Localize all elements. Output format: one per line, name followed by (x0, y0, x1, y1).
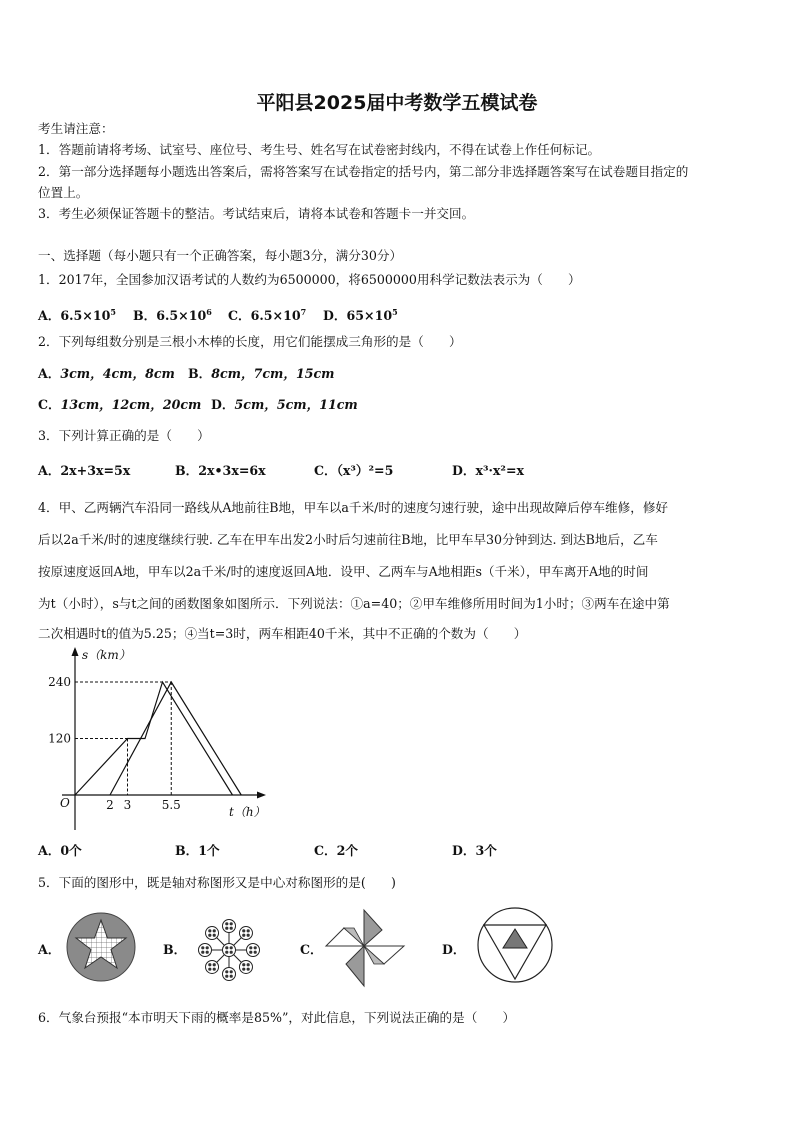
exam-title: 平阳县2025届中考数学五模试卷 (256, 92, 538, 114)
origin-label: O (60, 796, 70, 810)
q4-line-5: 二次相遇时t的值为5.25；④当t=3时，两车相距40千米，其中不正确的个数为（ ） (38, 626, 527, 641)
q4-option-b[interactable]: B．1个 (175, 843, 220, 858)
q1-option-c[interactable] (228, 304, 306, 324)
flower-petal (206, 960, 219, 973)
q1-option-b-exp: 6 (206, 307, 212, 317)
x-tick-label-3: 3 (123, 798, 132, 812)
q2-option-c-text: 13cm，12cm，20cm (60, 397, 202, 412)
q3-option-c[interactable]: C．（x³）²=5 (314, 463, 394, 478)
q2-option-b[interactable] (188, 366, 334, 382)
q2-option-a[interactable] (38, 366, 175, 382)
flower-petal (223, 944, 236, 957)
notice-item-2: 2．第一部分选择题每小题选出答案后，需将答案写在试卷指定的括号内，第二部分非选择题答案写在试卷题目指定的 (38, 164, 689, 179)
q1-option-a-base: 6.5×10 (60, 308, 111, 323)
q1-option-c-base: 6.5×10 (250, 308, 301, 323)
q2-option-d[interactable] (211, 397, 358, 413)
notice-heading: 考生请注意： (38, 121, 114, 136)
q5-option-a-label[interactable]: A． (38, 942, 61, 957)
q3-option-a[interactable]: A．2x+3x=5x (38, 463, 131, 478)
q4-line-1: 4．甲、乙两辆汽车沿同一路线从A地前往B地，甲车以a千米/时的速度匀速行驶，途中出现故障后停车维修，修好 (38, 500, 669, 515)
q1-option-a-label: A． (38, 308, 61, 323)
q6-stem: 6．气象台预报“本市明天下雨的概率是85%”，对此信息，下列说法正确的是（ ） (38, 1010, 516, 1025)
q4-option-d[interactable]: D．3个 (452, 843, 497, 858)
notice-item-2-cont: 位置上。 (38, 185, 89, 200)
q1-option-a[interactable] (38, 304, 116, 324)
y-axis-arrow-icon (72, 647, 79, 656)
flower-petal (239, 960, 252, 973)
q2-option-b-label: B． (188, 366, 212, 381)
q1-option-d-label: D． (323, 308, 347, 323)
flower-petal (199, 944, 212, 957)
x-axis-arrow-icon (257, 792, 266, 799)
q4-line-4: 为t（小时），s与t之间的函数图象如图所示．下列说法：①a=40；②甲车维修所用时间为1小时；③两车在途中第 (38, 596, 670, 611)
q3-option-b[interactable]: B．2x•3x=6x (175, 463, 266, 478)
q1-option-b-label: B． (133, 308, 157, 323)
q2-stem: 2．下列每组数分别是三根小木棒的长度，用它们能摆成三角形的是（ ） (38, 334, 462, 349)
series-line-1 (75, 682, 233, 795)
triangle-in-circle-figure (476, 905, 556, 985)
x-tick-label-5-5: 5.5 (161, 798, 181, 812)
flower-petal (247, 944, 260, 957)
q5-option-d-label[interactable]: D． (442, 942, 466, 957)
q4-option-c[interactable]: C．2个 (314, 843, 358, 858)
q3-option-d[interactable]: D．x³·x²=x (452, 463, 525, 478)
flower-petal (223, 920, 236, 933)
y-tick-label-120: 120 (48, 731, 71, 746)
q4-line-3: 按原速度返回A地，甲车以2a千米/时的速度返回A地．设甲、乙两车与A地相距s（千米），甲车离开A地的时间 (38, 564, 649, 579)
x-axis-label: t（h） (229, 805, 266, 819)
q2-option-c-label: C． (38, 397, 61, 412)
q2-option-a-label: A． (38, 366, 61, 381)
flower-petal (239, 927, 252, 940)
q3-stem: 3．下列计算正确的是（ ） (38, 428, 210, 443)
q1-option-d[interactable] (323, 304, 398, 324)
q2-option-b-text: 8cm，7cm，15cm (211, 366, 335, 381)
q1-option-a-exp: 5 (110, 307, 116, 317)
flower-petal (223, 968, 236, 981)
section-heading: 一、选择题（每小题只有一个正确答案，每小题3分，满分30分） (38, 248, 403, 263)
q1-option-c-label: C． (228, 308, 251, 323)
q1-option-b-base: 6.5×10 (156, 308, 207, 323)
q5-stem: 5．下面的图形中，既是轴对称图形又是中心对称图形的是( ) (38, 875, 396, 890)
q1-option-b[interactable] (133, 304, 212, 324)
q1-option-d-base: 65×10 (346, 308, 393, 323)
q4-line-2: 后以2a千米/时的速度继续行驶. 乙车在甲车出发2小时后匀速前往B地，比甲车早30分钟到达. 到达B地后，乙车 (38, 532, 658, 547)
q1-stem: 1．2017年，全国参加汉语考试的人数约为6500000，将6500000用科学记数法表示为（ ） (38, 272, 581, 287)
q2-option-d-text: 5cm，5cm，11cm (234, 397, 358, 412)
q2-option-a-text: 3cm，4cm，8cm (60, 366, 175, 381)
notice-item-3: 3．考生必须保证答题卡的整洁。考试结束后，请将本试卷和答题卡一并交回。 (38, 206, 475, 221)
pinwheel-figure (320, 908, 410, 988)
q2-option-c[interactable] (38, 397, 201, 413)
q5-option-b-label[interactable]: B． (163, 942, 187, 957)
flower-petal (206, 927, 219, 940)
y-axis-label: s（km） (82, 648, 131, 662)
q5-option-c-label[interactable]: C． (300, 942, 323, 957)
q2-option-d-label: D． (211, 397, 235, 412)
q4-option-a[interactable]: A．0个 (38, 843, 82, 858)
x-tick-label-2: 2 (106, 798, 114, 812)
star-in-circle-figure (66, 912, 138, 984)
q4-function-graph (40, 645, 300, 840)
flower-circles-figure (195, 916, 265, 986)
y-tick-label-240: 240 (48, 675, 71, 689)
q1-option-d-exp: 5 (392, 307, 398, 317)
notice-item-1: 1．答题前请将考场、试室号、座位号、考生号、姓名写在试卷密封线内，不得在试卷上作任何标记。 (38, 142, 601, 157)
q1-option-c-exp: 7 (300, 307, 307, 317)
